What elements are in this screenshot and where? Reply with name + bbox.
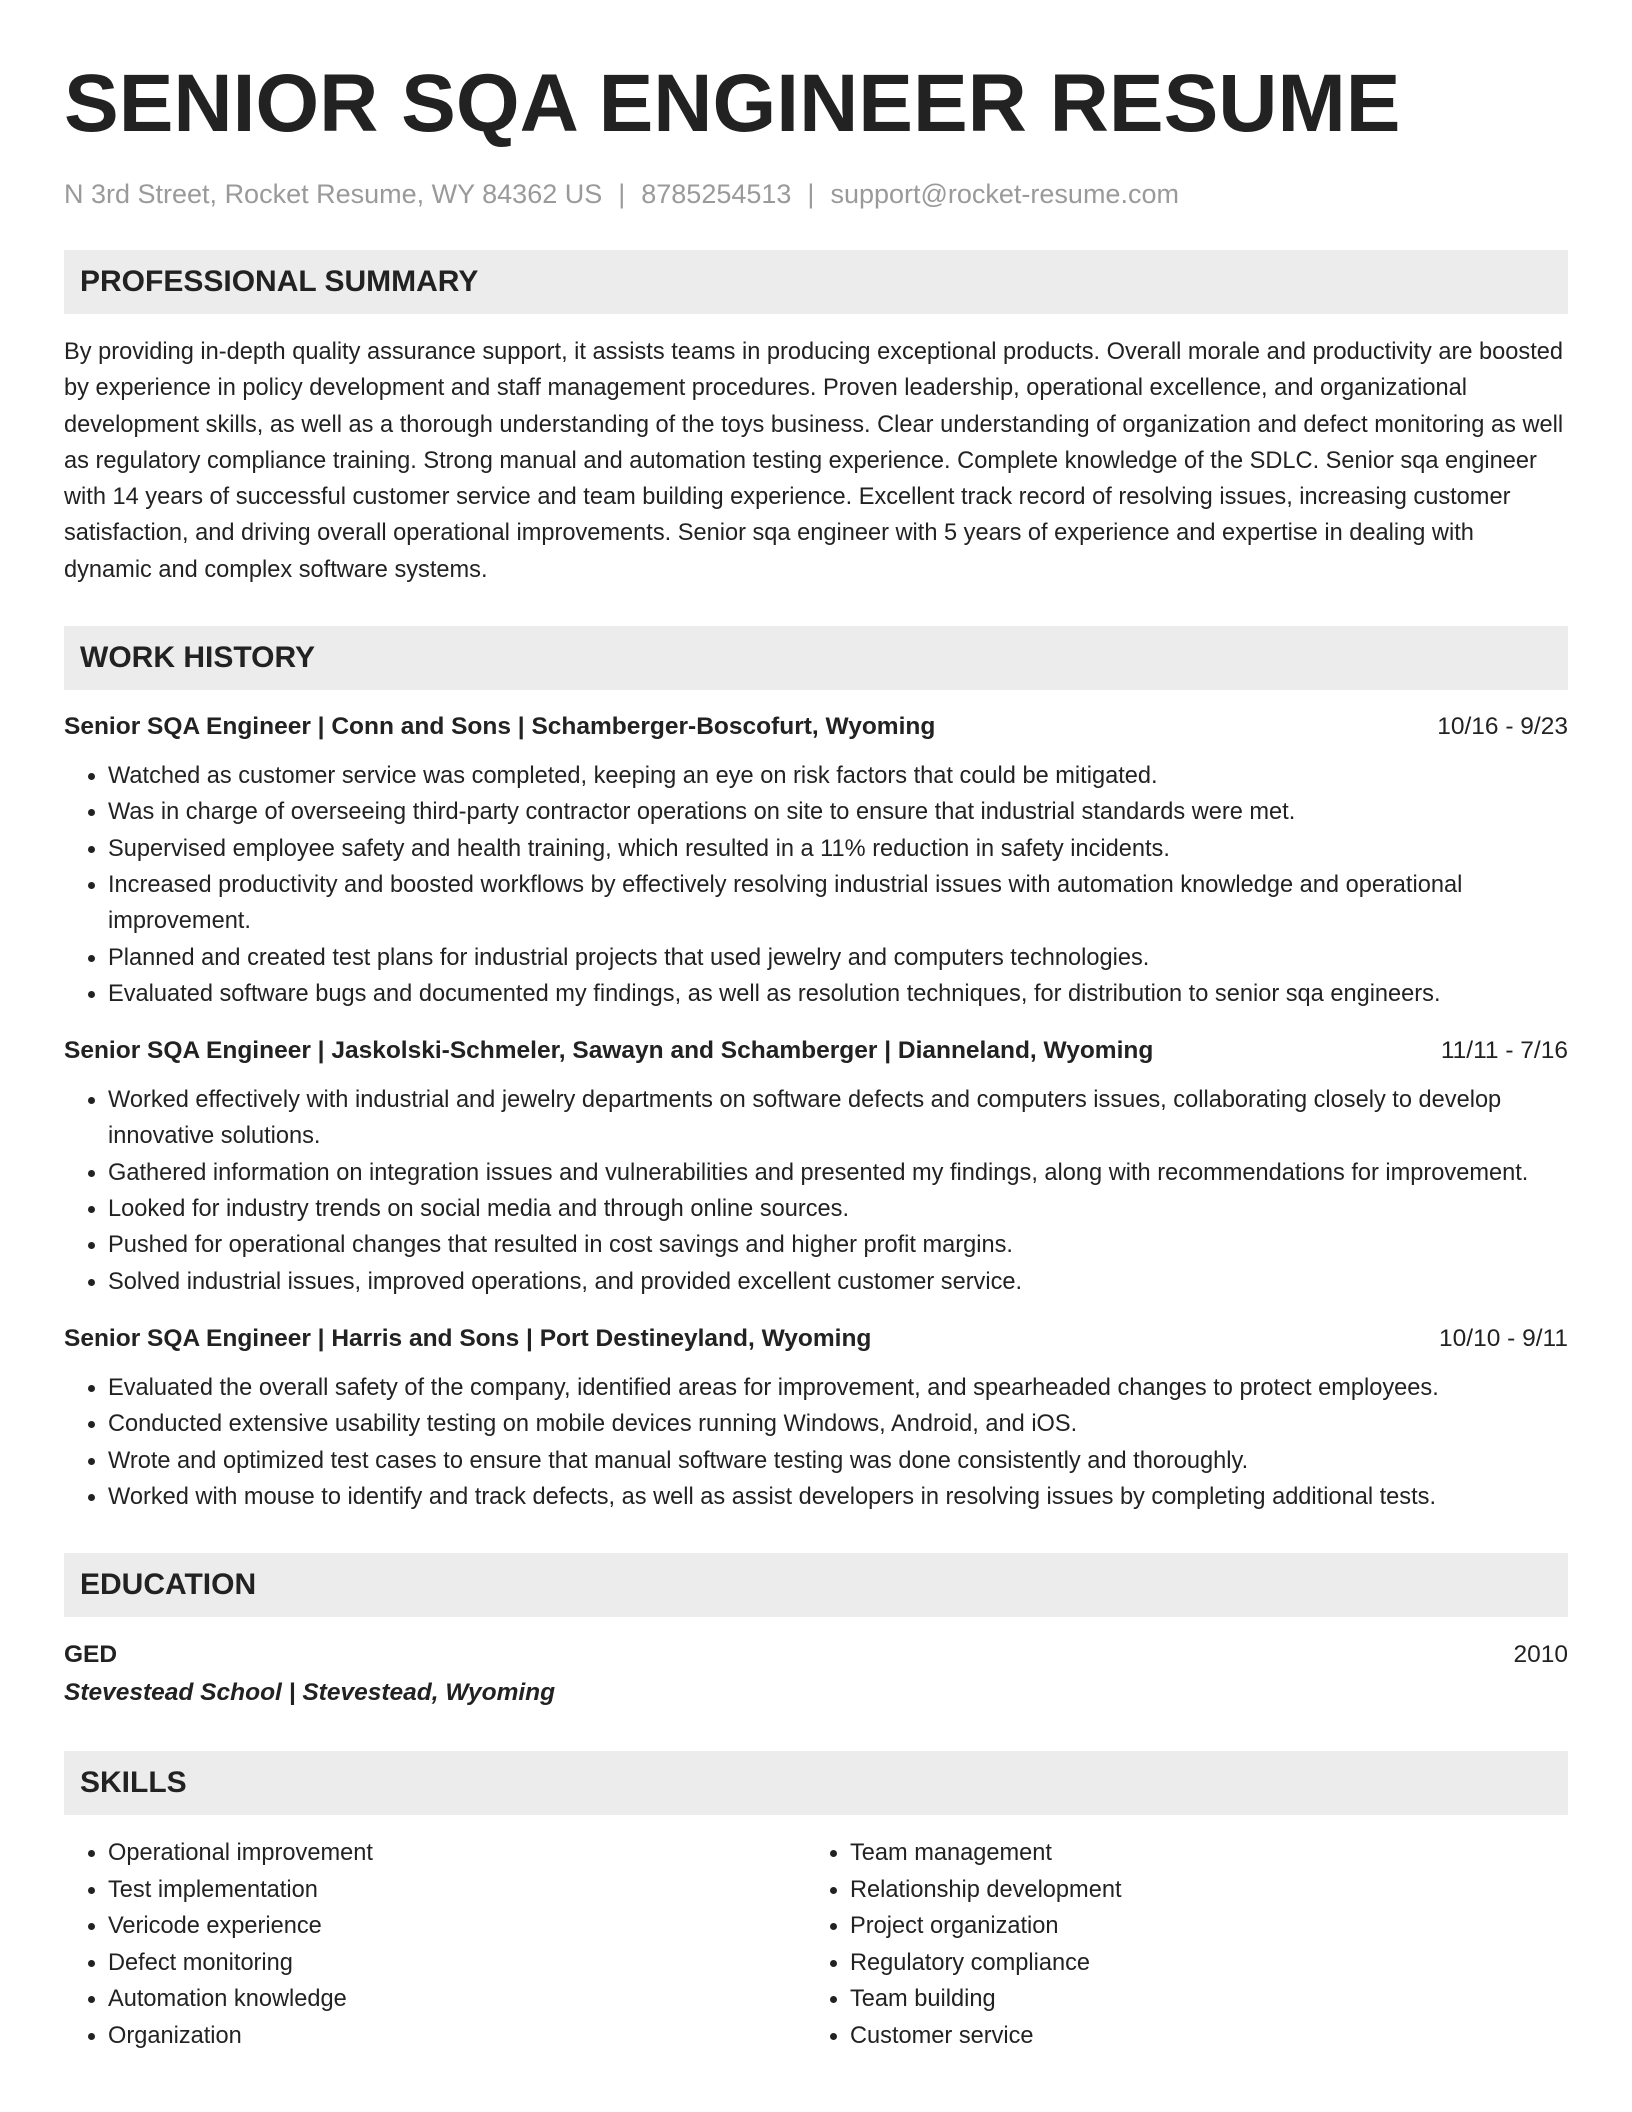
- job-dates: 11/11 - 7/16: [1440, 1037, 1568, 1065]
- job-entry: [64, 1322, 1568, 1515]
- job-title: Senior SQA Engineer | Conn and Sons | Schamberger-Boscofurt, Wyoming: [64, 713, 936, 741]
- job-bullet: • Worked effectively with industrial and jewelry departments on software defects and computers issues, collaborating closely to develop innovative solutions.: [108, 1082, 1568, 1155]
- education-degree: GED: [64, 1641, 118, 1669]
- job-dates: 10/16 - 9/23: [1437, 713, 1568, 741]
- section-header-work-history: WORK HISTORY: [64, 626, 1568, 690]
- job-bullet: • Solved industrial issues, improved operations, and provided excellent customer service.: [108, 1264, 1568, 1300]
- skill-item: • Customer service: [850, 2018, 1548, 2055]
- job-entry: [64, 1034, 1568, 1300]
- job-header: [64, 1322, 1568, 1356]
- resume-title: SENIOR SQA ENGINEER RESUME: [64, 58, 1401, 149]
- job-title: Senior SQA Engineer | Harris and Sons | Port Destineyland, Wyoming: [64, 1324, 872, 1352]
- summary-text: By providing in-depth quality assurance support, it assists teams in producing exceptional products. Overall morale and productivity are boosted by experience in policy development and staff management procedures. Proven leadership, operational excellence, and organizational development skills, as well as a thorough understanding of the toys business. Clear understanding of organization and defect monitoring as well as regulatory compliance training. Strong manual and automation testing experience. Complete knowledge of the SDLC. Senior sqa engineer with 14 years of successful customer service and team building experience. Excellent track record of resolving issues, increasing customer satisfaction, and driving overall operational improvements. Senior sqa engineer with 5 years of experience and expertise in dealing with dynamic and complex software systems.: [64, 339, 1564, 583]
- job-bullet: • Evaluated the overall safety of the company, identified areas for improvement, and spearheaded changes to protect employees.: [108, 1370, 1568, 1406]
- job-bullets: [64, 758, 1568, 1012]
- job-bullet: • Looked for industry trends on social media and through online sources.: [108, 1191, 1568, 1227]
- skill-item: • Team management: [850, 1835, 1548, 1872]
- section-header-education: EDUCATION: [64, 1553, 1568, 1617]
- job-bullet: • Worked with mouse to identify and track defects, as well as assist developers in resolving issues by completing additional tests.: [108, 1479, 1568, 1515]
- skill-item: • Project organization: [850, 1908, 1548, 1945]
- job-bullets: [64, 1370, 1568, 1515]
- section-header-summary: PROFESSIONAL SUMMARY: [64, 250, 1568, 314]
- skill-item: • Regulatory compliance: [850, 1945, 1548, 1982]
- section-header-skills: SKILLS: [64, 1751, 1568, 1815]
- job-bullet: • Evaluated software bugs and documented my findings, as well as resolution techniques, for distribution to senior sqa engineers.: [108, 976, 1568, 1012]
- job-header: [64, 1034, 1568, 1068]
- skill-item: • Automation knowledge: [108, 1981, 806, 2018]
- job-bullet: • Was in charge of overseeing third-party contractor operations on site to ensure that industrial standards were met.: [108, 794, 1568, 830]
- skills-column-left: [64, 1835, 806, 2054]
- contact-phone: 8785254513: [641, 179, 792, 209]
- education-year: 2010: [1513, 1641, 1568, 1669]
- skill-item: • Organization: [108, 2018, 806, 2055]
- job-bullets: [64, 1082, 1568, 1300]
- contact-email: support@rocket-resume.com: [830, 179, 1179, 209]
- job-dates: 10/10 - 9/11: [1439, 1324, 1568, 1352]
- skill-item: • Team building: [850, 1981, 1548, 2018]
- job-bullet: • Gathered information on integration issues and vulnerabilities and presented my findings, along with recommendations for improvement.: [108, 1155, 1568, 1191]
- contact-line: [64, 176, 1568, 212]
- skill-item: • Test implementation: [108, 1872, 806, 1909]
- job-bullet: • Pushed for operational changes that resulted in cost savings and higher profit margins.: [108, 1227, 1568, 1263]
- job-entry: [64, 710, 1568, 1012]
- skills-column-right: [806, 1835, 1548, 2054]
- job-header: [64, 710, 1568, 744]
- job-bullet: • Planned and created test plans for industrial projects that used jewelry and computers technologies.: [108, 940, 1568, 976]
- contact-separator: |: [807, 179, 815, 209]
- education-entry: [64, 1637, 1568, 1673]
- job-bullet: • Conducted extensive usability testing on mobile devices running Windows, Android, and iOS.: [108, 1406, 1568, 1442]
- skill-item: • Relationship development: [850, 1872, 1548, 1909]
- education-school: Stevestead School | Stevestead, Wyoming: [64, 1679, 556, 1707]
- job-bullet: • Wrote and optimized test cases to ensure that manual software testing was done consistently and thoroughly.: [108, 1443, 1568, 1479]
- job-bullet: • Watched as customer service was completed, keeping an eye on risk factors that could be mitigated.: [108, 758, 1568, 794]
- skill-item: • Defect monitoring: [108, 1945, 806, 1982]
- skills-list: [64, 1835, 1568, 2054]
- job-title: Senior SQA Engineer | Jaskolski-Schmeler, Sawayn and Schamberger | Dianneland, Wyoming: [64, 1037, 1154, 1065]
- contact-address: N 3rd Street, Rocket Resume, WY 84362 US: [64, 179, 603, 209]
- contact-separator: |: [618, 179, 626, 209]
- job-bullet: • Increased productivity and boosted workflows by effectively resolving industrial issues with automation knowledge and operational improvement.: [108, 867, 1568, 940]
- job-bullet: • Supervised employee safety and health training, which resulted in a 11% reduction in safety incidents.: [108, 831, 1568, 867]
- skill-item: • Vericode experience: [108, 1908, 806, 1945]
- skill-item: • Operational improvement: [108, 1835, 806, 1872]
